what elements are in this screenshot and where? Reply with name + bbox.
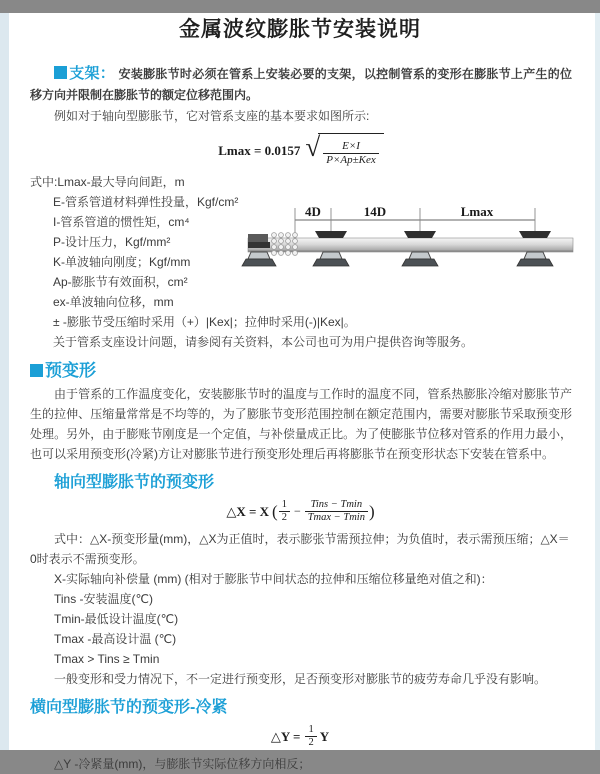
- temp-definition-line: Tmin-最低设计温度(℃): [54, 612, 179, 626]
- definition-line: I-管系管道的惯性矩，cm⁴: [53, 215, 190, 229]
- temp-relation-line: Tmax > Tins ≥ Tmin: [54, 652, 160, 666]
- lateral-note: △Y -冷紧量(mm)，与膨胀节实际位移方向相反；: [54, 757, 311, 771]
- support-example-line: 例如对于轴向型膨胀节，它对管系支座的基本要求如图所示:: [54, 109, 370, 123]
- definition-line: E-管系管道材料弹性投量，Kgf/cm²: [53, 195, 239, 209]
- temp-definition-line: Tins -安装温度(℃): [54, 592, 154, 606]
- half-numerator: 1: [281, 499, 287, 510]
- definition-line: ± -膨胀节受压缩时采用（+）|Kex|；拉伸时采用(-)|Kex|。: [53, 315, 356, 329]
- axial-note-2: X-实际轴向补偿量 (mm) (相对于膨胀节中间状态的拉伸和压缩位移量绝对值之和)：: [54, 572, 493, 586]
- document-content: [30, 63, 572, 774]
- predeform-heading-label: 预变形: [45, 361, 96, 380]
- support-intro-paragraph: [30, 63, 572, 106]
- formula-numerator: E×I: [342, 140, 360, 152]
- definition-line: P-设计压力，Kgf/mm²: [53, 235, 171, 249]
- axial-predeform-formula: [30, 499, 572, 524]
- temp-definition-line: Tmax -最高设计温 (℃): [54, 632, 177, 646]
- definition-line: 关于管系支座设计问题，请参阅有关资料，本公司也可为用户提供咨询等服务。: [53, 335, 474, 349]
- axial-note-3: 一般变形和受力情况下，不一定进行预变形，足否预变形对膨胀节的疲劳寿命几乎没有影响。: [54, 672, 547, 686]
- section-bullet-icon: [54, 66, 67, 79]
- page-left-margin-strip: [0, 13, 9, 750]
- section-bullet-icon: [30, 364, 43, 377]
- temp-denominator: Tmax − Tmin: [305, 511, 368, 524]
- definition-line: K-单波轴向刚度；Kgf/mm: [53, 255, 191, 269]
- half-denominator: 2: [279, 511, 290, 524]
- lateral-subsection-heading: 横向型膨胀节的预变形-冷紧: [30, 699, 228, 716]
- formula-denominator: P×Ap±Kex: [323, 153, 379, 167]
- formula-lhs: △X = X: [226, 504, 270, 519]
- support-section-heading: [54, 65, 115, 82]
- left-paren: (: [272, 502, 278, 521]
- lateral-predeform-formula: [30, 724, 572, 749]
- minus-operator: −: [293, 504, 301, 518]
- definition-line: Ap-膨胀节有效面积，cm²: [53, 275, 188, 289]
- definition-line: ex-单波轴向位移，mm: [53, 295, 174, 309]
- document-page: [0, 13, 600, 771]
- radical-expression: [305, 133, 383, 167]
- formula-rhs: Y: [319, 729, 330, 744]
- radical-sign-icon: √: [305, 132, 321, 162]
- right-paren: ): [368, 502, 375, 521]
- formula-lhs: △Y =: [270, 729, 301, 744]
- support-heading-label: 支架：: [69, 65, 116, 82]
- dim-label-14d: 14D: [363, 204, 387, 219]
- pipe-support-diagram: [248, 201, 578, 271]
- predeform-paragraph: 由于管系的工作温度变化，安装膨胀节时的温度与工作时的温度不同，管系热膨胀冷缩对膨胀节产生的拉伸、压缩量常常是不均等的，为了膨胀节变形范围控制在额定范围内，需要对膨胀节采取预变形处理。另外，由于膨账节刚度是一个定值，与补偿量成正比。为了使膨胀节位移对管系的作用力最小，也可以采用预变形(冷紧)方让对膨胀节进行预变形处理后再将膨胀节在预变形状态下安装在管系中。: [30, 387, 572, 461]
- half-numerator: 1: [308, 724, 314, 735]
- axial-subsection-heading: 轴向型膨胀节的预变形: [54, 474, 215, 491]
- temp-numerator: Tins − Tmin: [310, 499, 363, 510]
- dim-label-4d: 4D: [305, 204, 321, 219]
- half-denominator: 2: [305, 736, 316, 749]
- dim-label-lmax: Lmax: [460, 204, 494, 219]
- guide-spacing-formula: [30, 133, 572, 167]
- page-title: 金属波纹膨胀节安装说明: [179, 18, 421, 41]
- support-intro-text: 安装膨胀节时必须在管系上安装必要的支架，以控制管系的变形在膨胀节上产生的位移方向并限制在膨胀节的额定位移范围内。: [30, 67, 572, 102]
- predeform-section-heading: [30, 360, 572, 381]
- page-right-margin-strip: [595, 13, 600, 750]
- axial-note-1: 式中：△X-预变形量(mm)，△X为正值时，表示膨张节需预拉伸；为负值时，表示需预压缩；△X＝0时表示不需预变形。: [30, 532, 570, 566]
- definition-line: 式中:Lmax-最大导向间距，m: [30, 175, 185, 189]
- definition-block: [30, 172, 572, 352]
- formula-lhs: Lmax = 0.0157: [218, 142, 301, 158]
